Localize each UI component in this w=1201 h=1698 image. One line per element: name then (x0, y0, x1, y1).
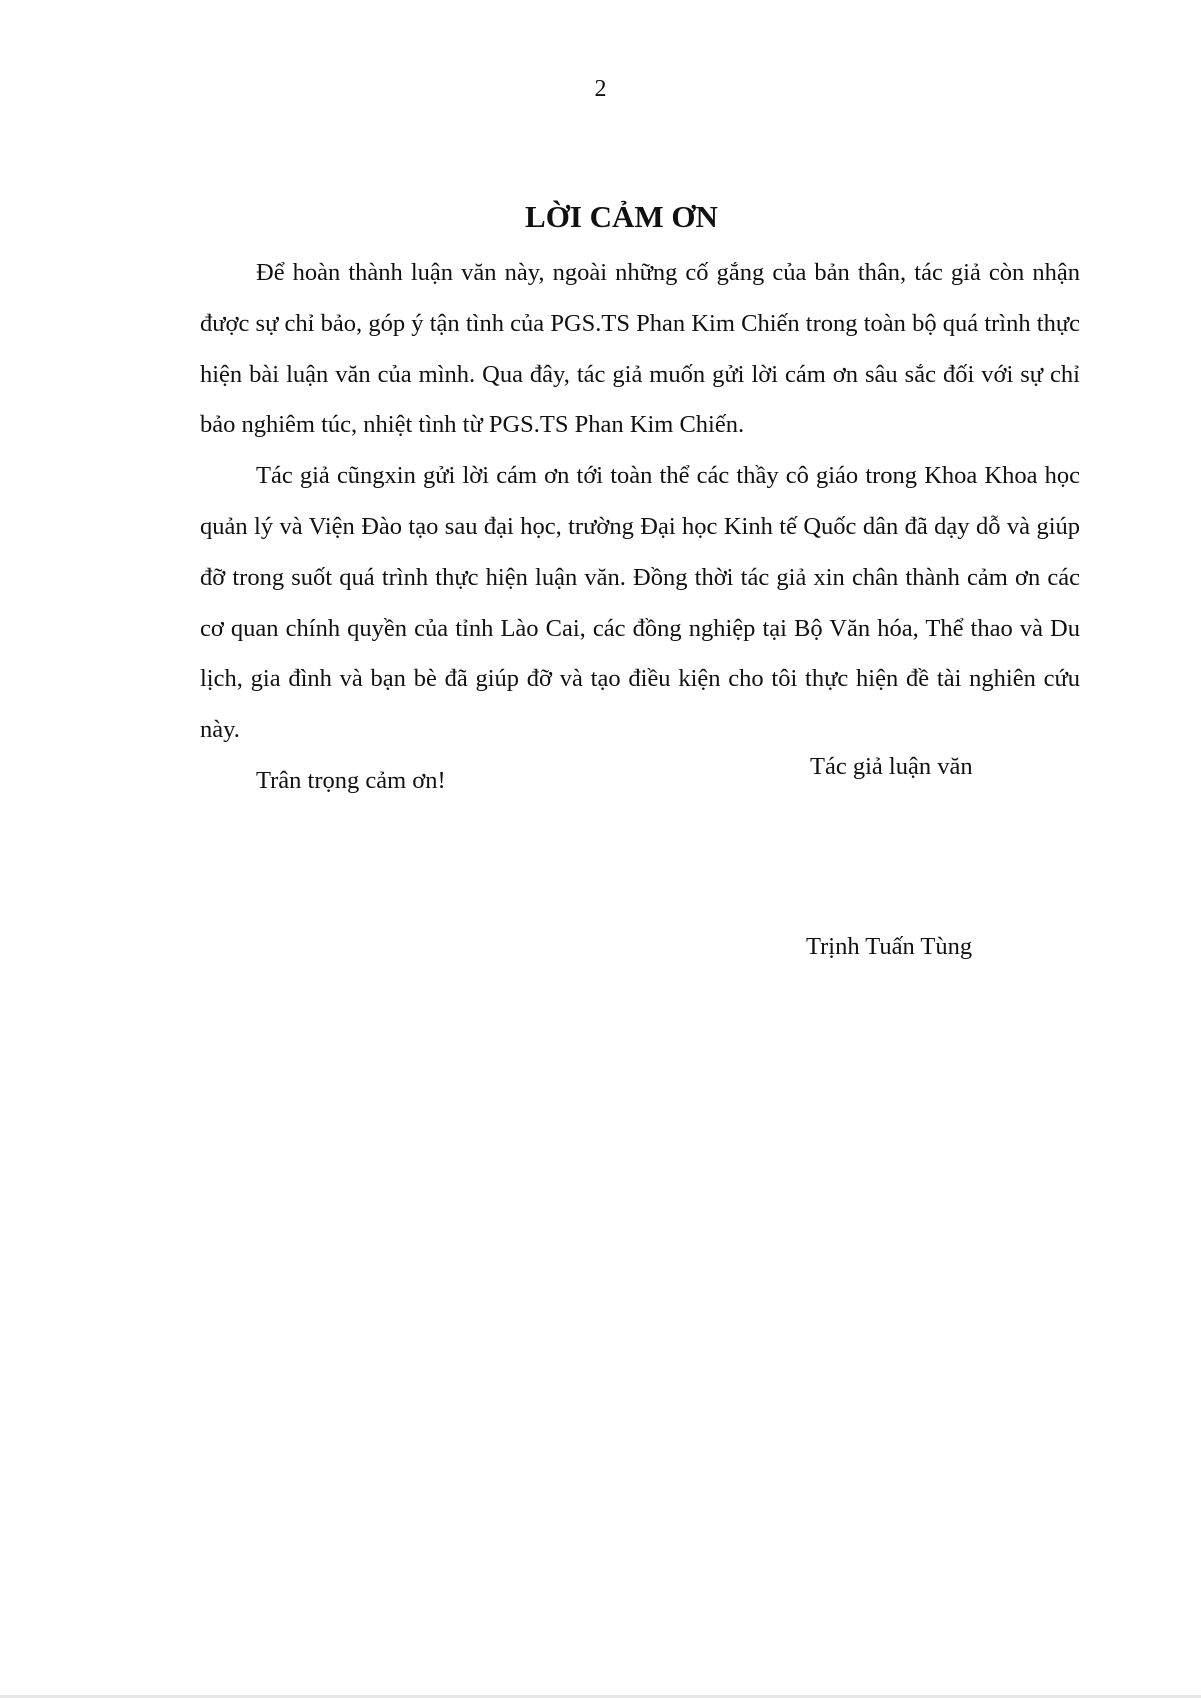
page-title: LỜI CẢM ƠN (525, 199, 718, 234)
paragraph-1: Để hoàn thành luận văn này, ngoài những cố gắng của bản thân, tác giả còn nhận được sự chỉ bảo, góp ý tận tình của PGS.TS Phan Kim Chiến trong toàn bộ quá trình thực hiện bài luận văn của mình. Qua đây, tác giả muốn gửi lời cám ơn sâu sắc đối với sự chỉ bảo nghiêm túc, nhiệt tình từ PGS.TS Phan Kim Chiến. (200, 259, 1080, 439)
acknowledgement-body (200, 248, 1080, 807)
signature-name: Trịnh Tuấn Tùng (806, 933, 973, 960)
paragraph-2: Tác giả cũngxin gửi lời cám ơn tới toàn thể các thầy cô giáo trong Khoa Khoa học quản lý và Viện Đào tạo sau đại học, trường Đại học Kinh tế Quốc dân đã dạy dỗ và giúp đỡ trong suốt quá trình thực hiện luận văn. Đồng thời tác giả xin chân thành cảm ơn các cơ quan chính quyền của tỉnh Lào Cai, các đồng nghiệp tại Bộ Văn hóa, Thể thao và Du lịch, gia đình và bạn bè đã giúp đỡ và tạo điều kiện cho tôi thực hiện đề tài nghiên cứu này. (200, 462, 1080, 744)
page-number: 2 (594, 76, 607, 102)
closing-line: Trân trọng cảm ơn! (256, 766, 446, 794)
signature-role: Tác giả luận văn (810, 753, 973, 780)
